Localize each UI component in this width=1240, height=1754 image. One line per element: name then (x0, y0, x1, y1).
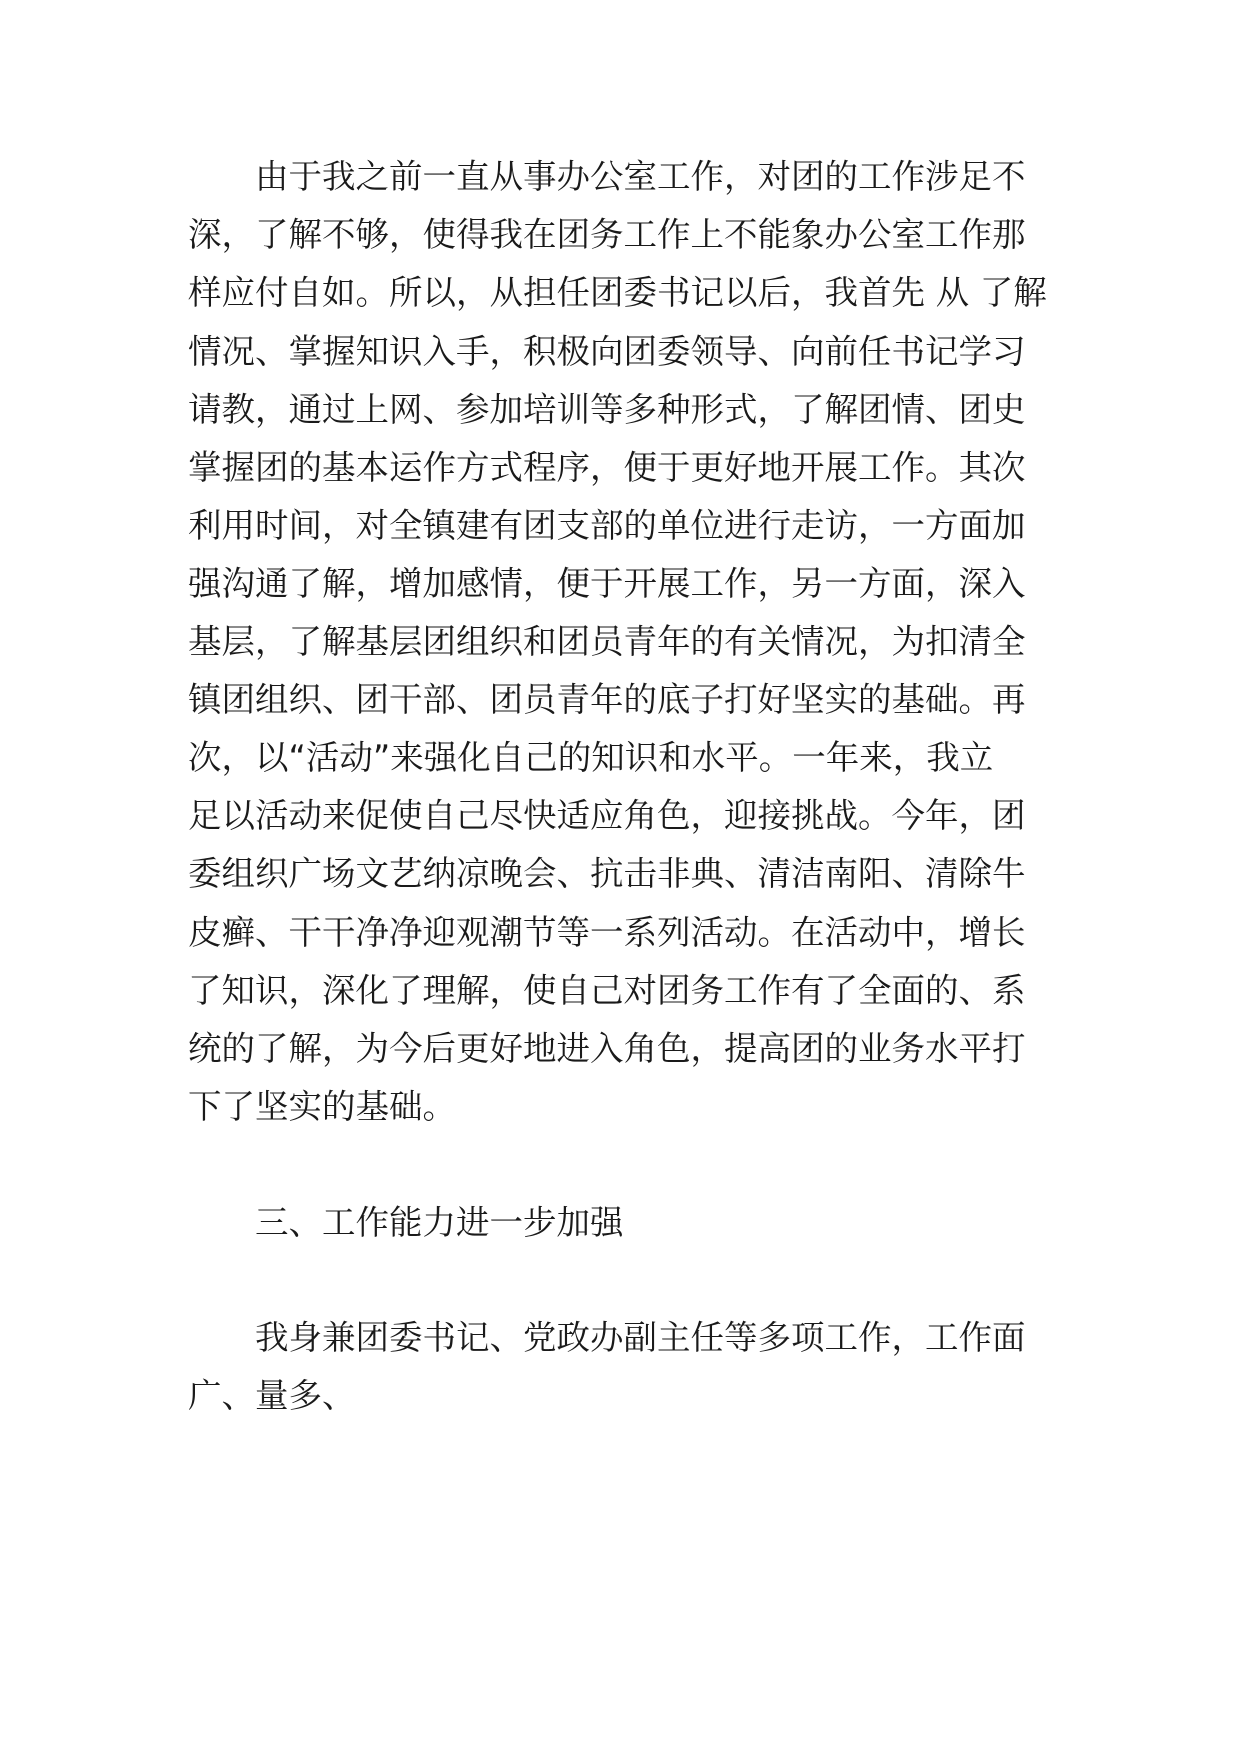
paragraph-2-line-2: 广、量多、 (188, 1376, 356, 1415)
paragraph-1-line-7: 利用时间，对全镇建有团支部的单位进行走访，一方面加 (188, 506, 1026, 545)
paragraph-1-line-1: 由于我之前一直从事办公室工作，对团的工作涉足不 (255, 157, 1026, 196)
paragraph-1-line-13: 委组织广场文艺纳凉晚会、抗击非典、清洁南阳、清除牛 (188, 854, 1026, 893)
paragraph-1-line-16: 统的了解，为今后更好地进入角色，提高团的业务水平打 (188, 1029, 1026, 1068)
paragraph-1-line-9: 基层，了解基层团组织和团员青年的有关情况，为扣清全 (188, 622, 1026, 661)
paragraph-1-line-5: 请教，通过上网、参加培训等多种形式，了解团情、团史 (188, 390, 1026, 429)
paragraph-1-line-17: 下了坚实的基础。 (188, 1087, 456, 1126)
paragraph-1-line-3: 样应付自如。所以，从担任团委书记以后，我首先 从 了解 (188, 273, 1047, 312)
paragraph-1-line-12: 足以活动来促使自己尽快适应角色，迎接挑战。今年，团 (188, 796, 1026, 835)
paragraph-1-line-2: 深，了解不够，使得我在团务工作上不能象办公室工作那 (188, 215, 1026, 254)
paragraph-1-line-8: 强沟通了解，增加感情，便于开展工作，另一方面，深入 (188, 564, 1026, 603)
paragraph-1-line-10: 镇团组织、团干部、团员青年的底子打好坚实的基础。再 (188, 680, 1026, 719)
paragraph-1-line-6: 掌握团的基本运作方式程序，便于更好地开展工作。其次 (188, 448, 1026, 487)
paragraph-1-line-15: 了知识，深化了理解，使自己对团务工作有了全面的、系 (188, 971, 1026, 1010)
paragraph-1-line-11: 次，以“活动”来强化自己的知识和水平。一年来，我立 (188, 738, 994, 777)
paragraph-1-line-4: 情况、掌握知识入手，积极向团委领导、向前任书记学习 (188, 332, 1026, 371)
paragraph-2-line-1: 我身兼团委书记、党政办副主任等多项工作，工作面 (255, 1318, 1026, 1357)
section-heading: 三、工作能力进一步加强 (255, 1203, 624, 1242)
paragraph-1-line-14: 皮癣、干干净净迎观潮节等一系列活动。在活动中，增长 (188, 913, 1026, 952)
